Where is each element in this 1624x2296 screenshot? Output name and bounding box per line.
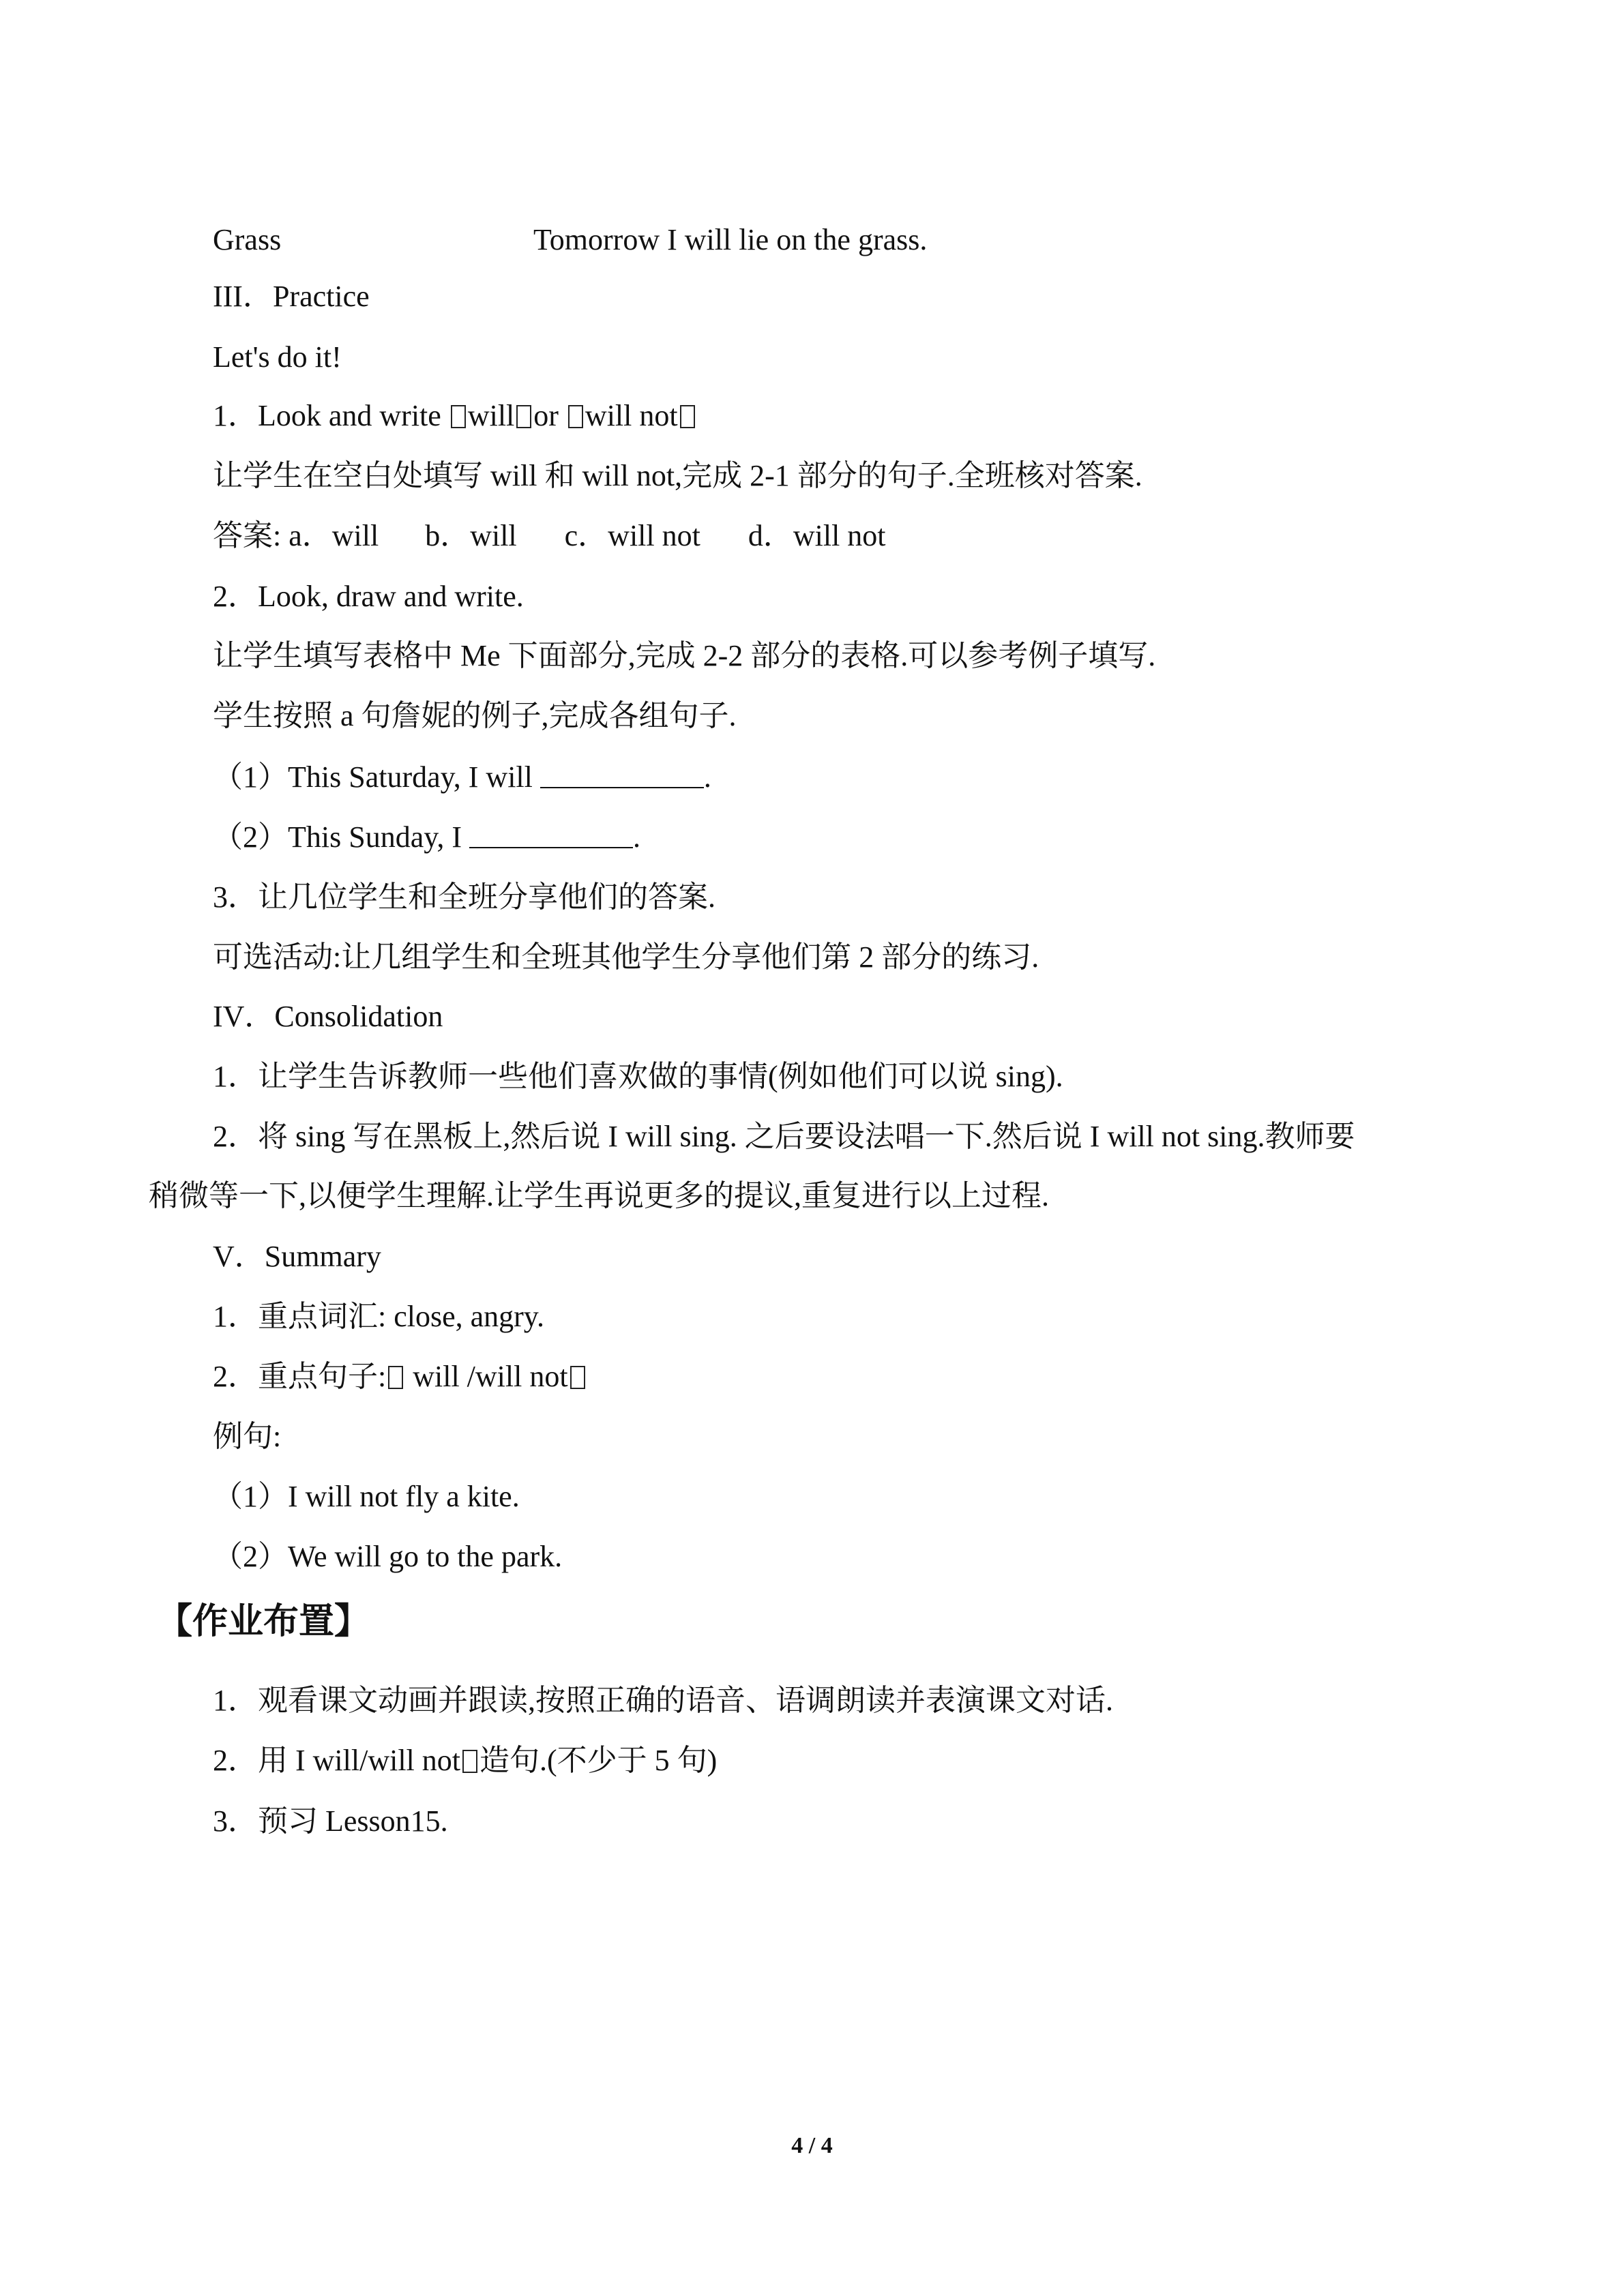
- summary-item-1: 1．重点词汇: close, angry.: [213, 1300, 544, 1333]
- consolidation-item-1: 1．让学生告诉教师一些他们喜欢做的事情(例如他们可以说 sing).: [213, 1060, 1063, 1093]
- missing-glyph-box: [462, 1750, 477, 1773]
- instruction-fill-blanks: 让学生在空白处填写 will 和 will not,完成 2-1 部分的句子.全班核对答案.: [213, 459, 1142, 492]
- exercise-saturday: （1）This Saturday, I will .: [213, 757, 711, 798]
- example-label: 例句:: [213, 1420, 282, 1453]
- summary-item-2: 2．重点句子: will /will not: [213, 1356, 587, 1397]
- missing-glyph-box: [570, 1366, 585, 1389]
- page-number: 4 / 4: [791, 2133, 833, 2158]
- homework-item-2: 2．用 I will/will not 造句.(不少于 5 句): [213, 1744, 718, 1777]
- vocab-sentence: Tomorrow I will lie on the grass.: [533, 223, 928, 256]
- vocab-row-grass: [213, 220, 928, 260]
- missing-glyph-box: [568, 405, 583, 428]
- instruction-follow-example: 学生按照 a 句詹妮的例子,完成各组句子.: [213, 699, 737, 732]
- optional-activity-line: 可选活动:让几组学生和全班其他学生分享他们第 2 部分的练习.: [213, 940, 1039, 974]
- homework-item-1: 1．观看课文动画并跟读,按照正确的语音、语调朗读并表演课文对话.: [213, 1684, 1113, 1717]
- share-answers-line: 3．让几位学生和全班分享他们的答案.: [213, 880, 715, 914]
- vocab-word: Grass: [213, 223, 282, 256]
- example-1: （1）I will not fly a kite.: [213, 1480, 520, 1513]
- section-heading-summary: V．Summary: [213, 1240, 381, 1273]
- exercise-sunday: （2）This Sunday, I .: [213, 817, 640, 858]
- homework-item-3: 3．预习 Lesson15.: [213, 1804, 448, 1838]
- lets-do-it-line: Let's do it!: [213, 340, 342, 374]
- answers-line: 答案: a．will b．will c．will not d．will not: [213, 519, 886, 552]
- missing-glyph-box: [388, 1366, 403, 1389]
- section-heading-homework: 【作业布置】: [157, 1601, 370, 1642]
- section-heading-practice: III．Practice: [213, 280, 370, 313]
- look-and-write-line: 1．Look and write will or will not: [213, 396, 697, 436]
- look-draw-write-line: 2．Look, draw and write.: [213, 580, 524, 613]
- consolidation-item-2: 2．将 sing 写在黑板上,然后说 I will sing. 之后要设法唱一下.然后说 I will not sing.教师要: [213, 1120, 1355, 1153]
- missing-glyph-box: [451, 405, 466, 428]
- blank-line: [540, 757, 704, 788]
- section-heading-consolidation: IV．Consolidation: [213, 1000, 443, 1033]
- blank-line: [469, 817, 633, 848]
- missing-glyph-box: [516, 405, 531, 428]
- consolidation-item-2-cont: 稍微等一下,以便学生理解.让学生再说更多的提议,重复进行以上过程.: [149, 1179, 1049, 1212]
- missing-glyph-box: [680, 405, 695, 428]
- example-2: （2）We will go to the park.: [213, 1540, 563, 1573]
- instruction-fill-table: 让学生填写表格中 Me 下面部分,完成 2-2 部分的表格.可以参考例子填写.: [213, 639, 1156, 672]
